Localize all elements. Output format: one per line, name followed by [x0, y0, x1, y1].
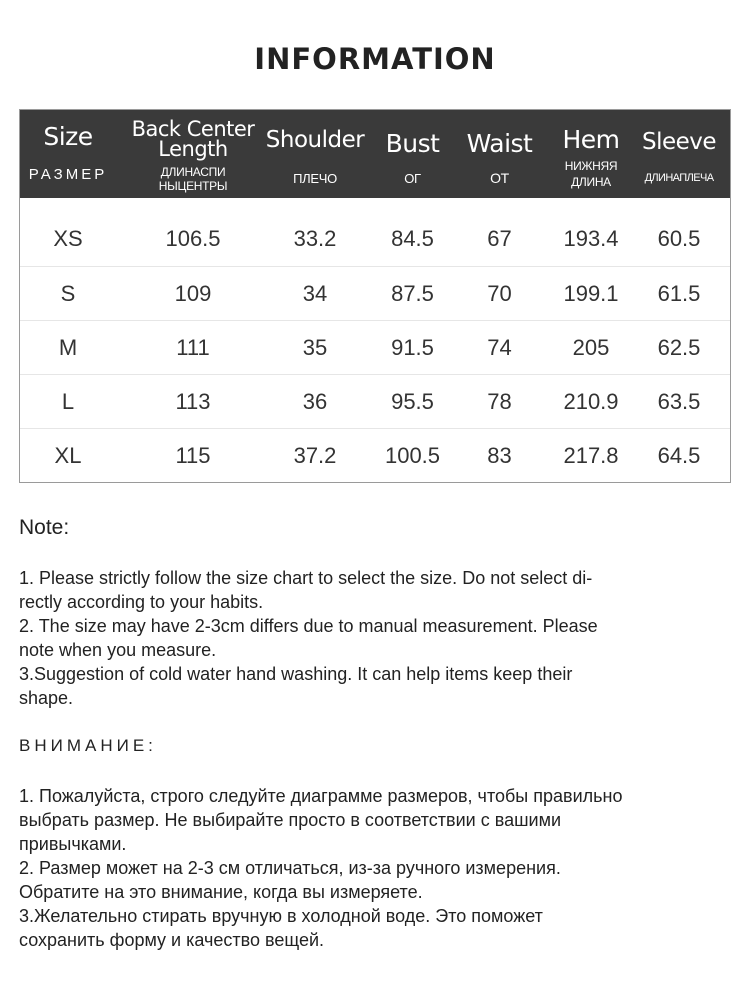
table-header — [20, 110, 730, 198]
table-row — [20, 266, 730, 321]
cell-bust: 95.5 — [391, 389, 434, 414]
header-hem-ru-2: ДЛИНА — [571, 175, 611, 189]
header-bust-ru: ОГ — [404, 171, 421, 186]
table-row — [20, 374, 730, 429]
note-line: shape. — [19, 688, 74, 708]
cell-size: XL — [54, 443, 82, 468]
table-row — [20, 428, 730, 483]
attention-line: 1. Пожалуйста, строго следуйте диаграмме размеров, чтобы правильно — [19, 786, 623, 806]
cell-waist: 83 — [487, 443, 512, 468]
header-waist-ru: ОТ — [490, 170, 509, 186]
cell-size: L — [61, 389, 75, 414]
size-chart-table — [19, 109, 731, 483]
cell-hem: 205 — [572, 335, 610, 360]
cell-sleeve: 60.5 — [657, 226, 701, 251]
header-waist — [457, 110, 542, 198]
cell-shoulder: 33.2 — [293, 226, 337, 251]
cell-size: XS — [53, 226, 83, 251]
header-back-center-length — [126, 110, 260, 198]
header-size-ru: РАЗМЕР — [28, 166, 108, 183]
cell-waist: 67 — [487, 226, 512, 251]
attention-line: Обратите на это внимание, когда вы измеряете. — [19, 882, 423, 902]
header-sleeve-en: Sleeve — [641, 129, 717, 155]
header-back-center-ru-1: ДЛИНАСПИ — [160, 165, 226, 179]
note-line: 3.Suggestion of cold water hand washing. It can help items keep their — [19, 664, 573, 684]
cell-shoulder: 35 — [302, 335, 328, 360]
header-sleeve — [635, 110, 723, 198]
header-shoulder — [265, 110, 365, 198]
cell-sleeve: 62.5 — [657, 335, 701, 360]
cell-sleeve: 61.5 — [657, 281, 701, 306]
attention-heading: ВНИМАНИЕ: — [19, 736, 157, 755]
cell-waist: 74 — [487, 335, 512, 360]
header-hem — [547, 110, 635, 198]
cell-waist: 70 — [487, 281, 512, 306]
header-hem-en: Hem — [562, 125, 620, 154]
cell-bust: 100.5 — [384, 443, 441, 468]
header-waist-en: Waist — [466, 129, 533, 158]
attention-text — [19, 784, 734, 952]
cell-bust: 87.5 — [391, 281, 434, 306]
note-line: 1. Please strictly follow the size chart to select the size. Do not select di- — [19, 568, 593, 588]
header-hem-ru-1: НИЖНЯЯ — [564, 159, 618, 173]
cell-size: S — [60, 281, 76, 306]
header-back-center-ru-2: НЫЦЕНТРЫ — [158, 179, 228, 193]
table-row — [20, 212, 730, 266]
cell-hem: 217.8 — [563, 443, 619, 468]
attention-line: 2. Размер может на 2-3 см отличаться, из-за ручного измерения. — [19, 858, 561, 878]
cell-shoulder: 34 — [302, 281, 328, 306]
header-back-center-en-2: Length — [158, 137, 228, 161]
cell-shoulder: 36 — [302, 389, 328, 414]
cell-hem: 199.1 — [563, 281, 619, 306]
cell-back-center-length: 115 — [175, 443, 211, 468]
attention-line: 3.Желательно стирать вручную в холодной воде. Это поможет — [19, 906, 543, 926]
cell-size: M — [58, 335, 78, 360]
header-shoulder-en: Shoulder — [265, 127, 365, 153]
attention-line: выбрать размер. Не выбирайте просто в соответствии с вашими — [19, 810, 562, 830]
cell-bust: 84.5 — [391, 226, 434, 251]
cell-waist: 78 — [487, 389, 512, 414]
attention-line: сохранить форму и качество вещей. — [19, 930, 325, 950]
page-title: INFORMATION — [254, 42, 496, 76]
header-back-center-en-1: Back Center — [131, 117, 255, 141]
note-text — [19, 566, 734, 710]
note-line: note when you measure. — [19, 640, 217, 660]
cell-sleeve: 63.5 — [657, 389, 701, 414]
header-bust-en: Bust — [385, 129, 440, 158]
cell-back-center-length: 109 — [174, 281, 212, 306]
table-row — [20, 320, 730, 375]
header-size — [20, 110, 116, 198]
header-bust — [370, 110, 455, 198]
cell-back-center-length: 113 — [175, 389, 211, 414]
cell-hem: 193.4 — [563, 226, 619, 251]
cell-shoulder: 37.2 — [293, 443, 337, 468]
cell-back-center-length: 106.5 — [165, 226, 221, 251]
note-line: 2. The size may have 2-3cm differs due to manual measurement. Please — [19, 616, 598, 636]
header-shoulder-ru: ПЛЕЧО — [293, 171, 337, 186]
header-size-en: Size — [43, 122, 93, 151]
note-heading: Note: — [19, 516, 70, 539]
note-line: rectly according to your habits. — [19, 592, 264, 612]
cell-hem: 210.9 — [563, 389, 619, 414]
attention-line: привычками. — [19, 834, 127, 854]
cell-sleeve: 64.5 — [657, 443, 701, 468]
cell-back-center-length: 111 — [176, 335, 210, 360]
cell-bust: 91.5 — [391, 335, 434, 360]
header-sleeve-ru: ДЛИНАПЛЕЧА — [644, 172, 714, 184]
